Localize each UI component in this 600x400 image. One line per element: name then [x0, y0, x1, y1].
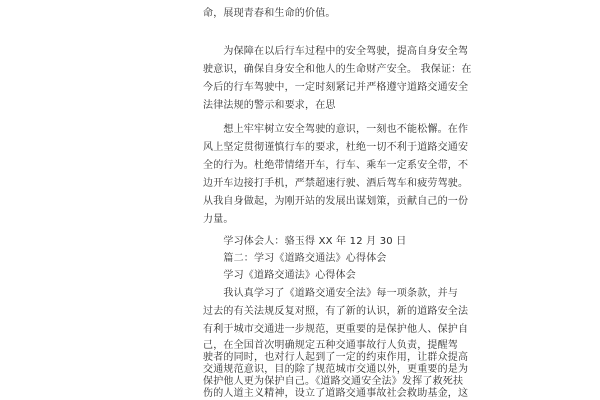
section-heading: 学习《道路交通法》心得体会 [203, 270, 356, 281]
text-line: 己，在全国首次明确规定五种交通事故行人负责，提醒驾 [203, 340, 458, 351]
text-line: 今后的行车驾驶中，一定时刻紧记并严格遵守道路交通安全 [203, 82, 469, 93]
text-line: 从我自身做起，为刚开站的发展出谋划策，贡献自己的一份 [203, 196, 469, 207]
section-heading: 篇二：学习《道路交通法》心得体会 [203, 253, 387, 264]
text-line: 保护他人更为保护自己。《道路交通安全法》发挥了救死扶 [203, 376, 464, 387]
text-line: 法律法规的警示和要求，在思 [203, 100, 336, 111]
text-line: 命，展现青春和生命的价值。 [203, 8, 336, 19]
text-line: 全的行为。杜绝带情绪开车，行车、乘车一定系安全带，不 [203, 160, 469, 171]
text-line: 力量。 [203, 214, 234, 225]
text-line: 伤的人道主义精神，设立了道路交通事故社会救助基金，这 [203, 388, 469, 399]
text-line: 过去的有关法规反复对照，有了新的认识，新的道路安全法 [203, 306, 469, 317]
text-line: 交通规范意识，目的除了规范城市交通以外，更重要的是为 [203, 364, 469, 375]
text-line: 我认真学习了《道路交通安全法》每一项条款，并与 [203, 288, 458, 299]
text-line: 想上牢牢树立安全驾驶的意识，一刻也不能松懈。在作 [203, 124, 469, 135]
text-line: 学习体会人：骆玉得 XX 年 12 月 30 日 [203, 236, 407, 247]
text-line: 驶意识，确保自身安全和他人的生命财产安全。 我保证：在 [203, 64, 472, 75]
text-line: 驶者的同时，也对行人起到了一定的约束作用，让群众提高 [203, 352, 469, 363]
text-line: 边开车边接打手机，严禁超速行驶、酒后驾车和疲劳驾驶。 [203, 178, 469, 189]
text-line: 有利于城市交通进一步规范，更重要的是保护他人、保护自 [203, 324, 469, 335]
text-line: 风上坚定贯彻谨慎行车的要求，杜绝一切不利于道路交通安 [203, 142, 469, 153]
text-line: 为保障在以后行车过程中的安全驾驶，提高自身安全驾 [203, 46, 469, 57]
